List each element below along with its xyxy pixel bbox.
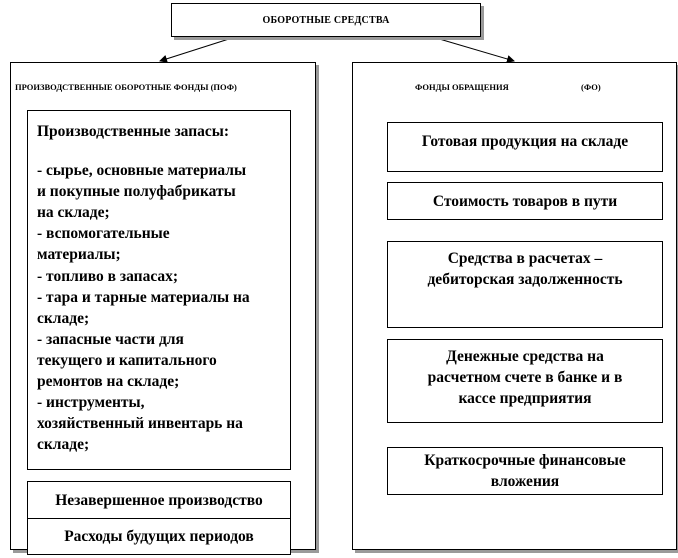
stock-line: ремонтов на складе; (37, 373, 180, 391)
short-term-investments-box (387, 447, 663, 495)
receivables-box (387, 241, 663, 328)
receivables-line: дебиторская задолженность (427, 271, 623, 288)
finished-goods-label: Готовая продукция на складе (421, 133, 629, 150)
arrow-to-right-column (436, 38, 514, 61)
stock-line: и покупные полуфабрикаты (37, 183, 236, 201)
stock-line: хозяйственный инвентарь на (37, 415, 243, 433)
stock-line: материалы; (37, 246, 121, 264)
stock-line: складе; (37, 436, 90, 454)
right-column-abbrev: (ФО) (581, 82, 601, 92)
stock-line: - топливо в запасах; (37, 267, 179, 285)
finished-goods-box (387, 122, 663, 172)
production-stocks-heading: Производственные запасы: (37, 123, 230, 140)
stock-line: - тара и тарные материалы на (37, 288, 250, 306)
stock-line: - запасные части для (37, 330, 184, 348)
work-in-progress-box (27, 481, 291, 519)
cash-line: кассе предприятия (458, 390, 592, 407)
root-title-box (171, 3, 481, 37)
stock-line: на складе; (37, 204, 110, 222)
left-column-title: ПРОИЗВОДСТВЕННЫЕ ОБОРОТНЫЕ ФОНДЫ (ПОФ) (15, 82, 237, 92)
work-in-progress-label: Незавершенное производство (55, 491, 263, 509)
stock-line: текущего и капитального (37, 351, 217, 369)
deferred-expenses-label: Расходы будущих периодов (64, 528, 254, 545)
stock-line: - сырье, основные материалы (37, 162, 247, 180)
stock-line: складе; (37, 309, 90, 327)
right-column-title: ФОНДЫ ОБРАЩЕНИЯ (415, 82, 509, 92)
cash-box (387, 339, 663, 423)
cash-line: Денежные средства на (446, 348, 604, 365)
cash-line: расчетном счете в банке и в (427, 369, 623, 386)
receivables-line: Средства в расчетах – (447, 250, 603, 267)
root-title: ОБОРОТНЫЕ СРЕДСТВА (262, 14, 390, 26)
stock-line: - вспомогательные (37, 225, 170, 243)
deferred-expenses-box (27, 518, 291, 555)
stock-line: - инструменты, (37, 394, 145, 412)
arrow-to-left-column (160, 38, 232, 61)
goods-in-transit-box (387, 182, 663, 220)
goods-in-transit-label: Стоимость товаров в пути (432, 192, 618, 210)
short-term-investments-line: вложения (490, 473, 560, 490)
production-stocks-box (27, 110, 291, 470)
short-term-investments-line: Краткосрочные финансовые (424, 452, 626, 469)
